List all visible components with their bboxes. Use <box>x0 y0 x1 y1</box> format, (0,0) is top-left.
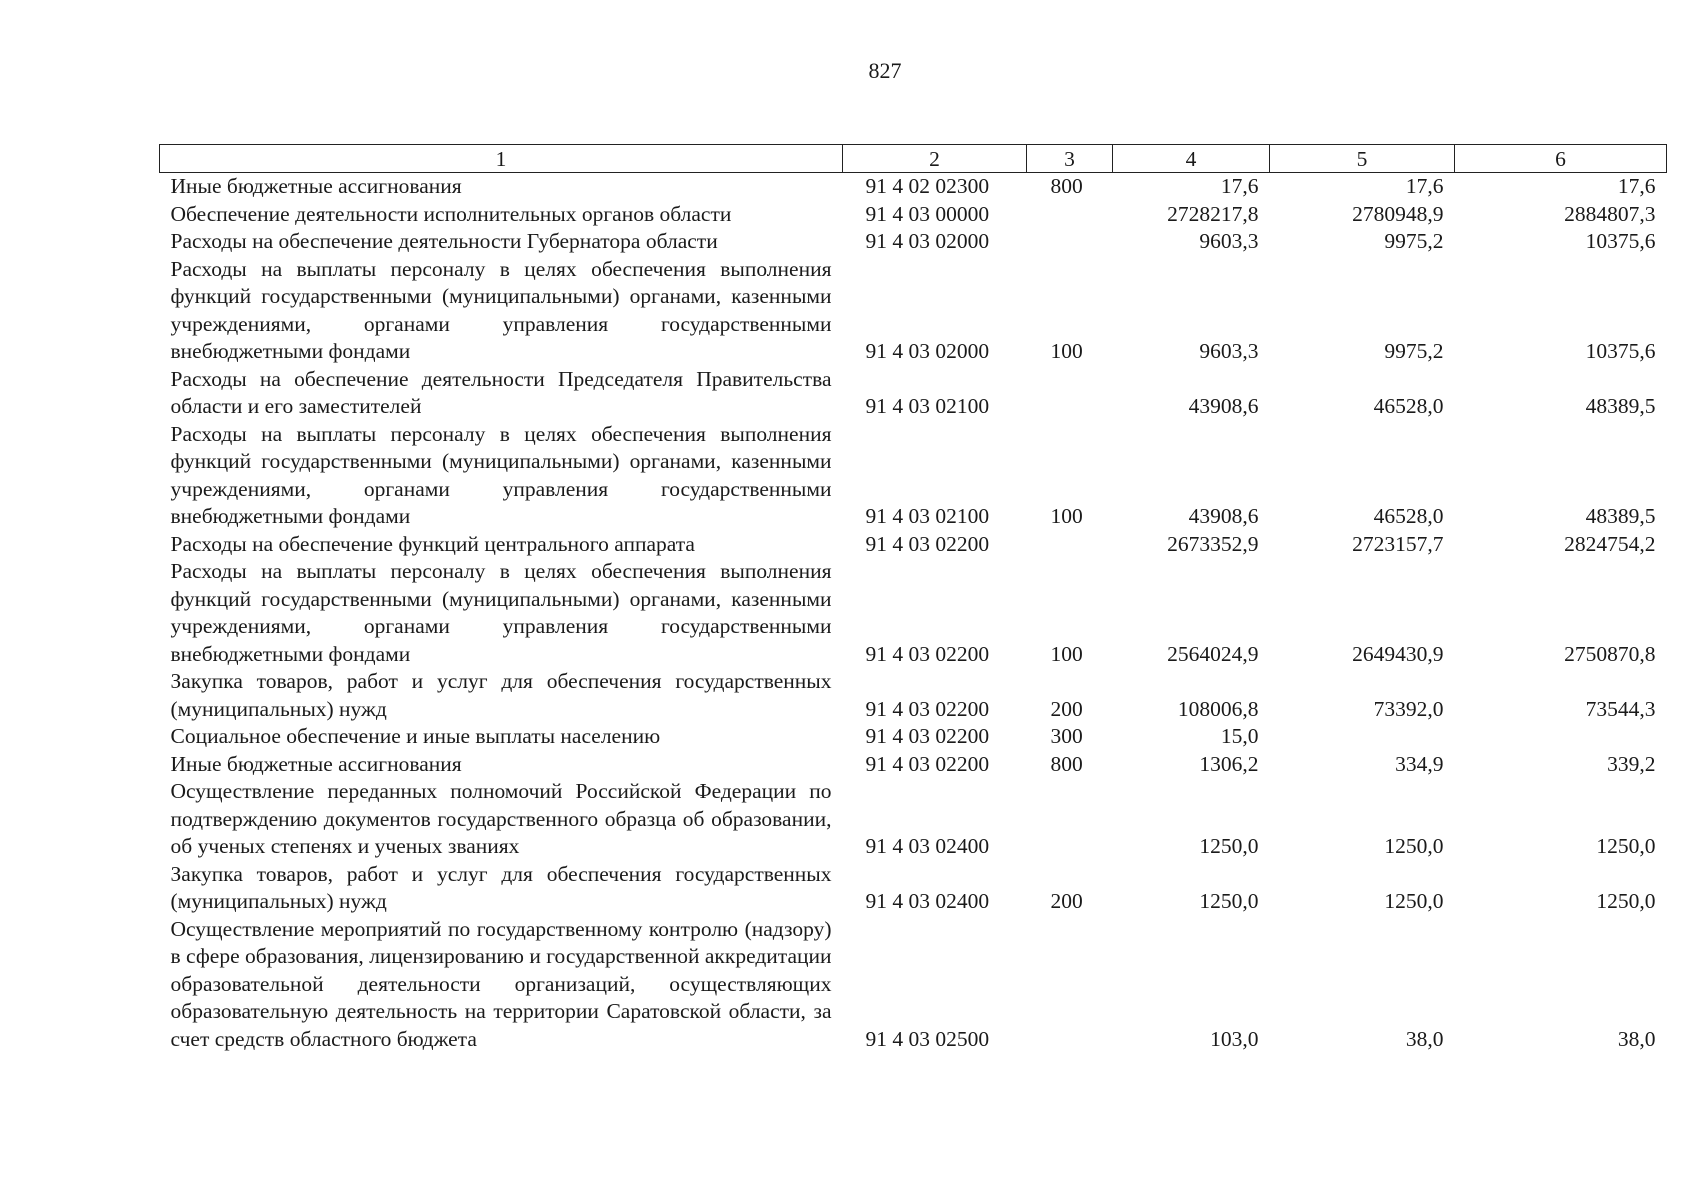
table-row <box>160 916 1667 1054</box>
row-value-4: 9603,3 <box>1199 339 1259 363</box>
row-type <box>1027 916 1113 1054</box>
row-value-5: 38,0 <box>1405 1026 1444 1051</box>
row-value-6: 1250,0 <box>1596 889 1656 913</box>
column-header-6: 6 <box>1455 145 1667 173</box>
table-row <box>160 421 1667 531</box>
table-row <box>160 723 1667 751</box>
row-value-6: 10375,6 <box>1585 229 1656 253</box>
row-type: 800 <box>1050 751 1083 776</box>
row-type <box>1027 531 1113 559</box>
row-name: Обеспечение деятельности исполнительных органов области <box>170 201 732 226</box>
row-name: Осуществление переданных полномочий Российской Федерации по подтверждению документов государственного образца об образовании, об ученых степенях и ученых званиях <box>170 779 832 858</box>
row-code: 91 4 03 02200 <box>865 641 990 666</box>
table-row <box>160 668 1667 723</box>
row-value-5: 1250,0 <box>1384 834 1444 858</box>
table-row <box>160 751 1667 779</box>
row-value-4: 1250,0 <box>1199 834 1259 858</box>
row-value-5: 9975,2 <box>1384 229 1444 253</box>
column-header-5: 5 <box>1270 145 1455 173</box>
row-code: 91 4 03 02200 <box>865 751 990 776</box>
table-row <box>160 173 1667 201</box>
page-number: 827 <box>868 58 902 83</box>
row-code: 91 4 03 02200 <box>865 696 990 721</box>
row-value-6: 48389,5 <box>1585 504 1656 528</box>
row-name: Осуществление мероприятий по государственному контролю (надзору) в сфере образования, лицензированию и государственной аккредитации образовательной деятельности организаций, осуществляющих образовательную деятельность на территории Саратовской области, за счет средств областного бюджета <box>170 916 832 1051</box>
row-type <box>1027 778 1113 861</box>
row-value-6: 1250,0 <box>1596 834 1656 858</box>
table-row <box>160 558 1667 668</box>
row-value-4: 103,0 <box>1210 1026 1259 1051</box>
row-name: Расходы на выплаты персоналу в целях обеспечения выполнения функций государственными (муниципальными) органами, казенными учреждениями, органами управления государственными внебюджетными фондами <box>170 421 832 528</box>
row-value-6: 10375,6 <box>1585 339 1656 363</box>
row-name: Закупка товаров, работ и услуг для обеспечения государственных (муниципальных) нужд <box>170 861 832 913</box>
row-value-6: 339,2 <box>1607 751 1656 776</box>
row-type: 300 <box>1050 724 1083 748</box>
row-value-4: 1250,0 <box>1199 889 1259 913</box>
row-value-6: 2884807,3 <box>1564 201 1656 226</box>
row-name: Расходы на выплаты персоналу в целях обеспечения выполнения функций государственными (муниципальными) органами, казенными учреждениями, органами управления государственными внебюджетными фондами <box>170 559 832 666</box>
row-code: 91 4 03 02400 <box>865 889 990 913</box>
row-name: Расходы на обеспечение функций центрального аппарата <box>170 531 695 556</box>
row-value-4: 1306,2 <box>1199 751 1259 776</box>
row-name: Расходы на выплаты персоналу в целях обеспечения выполнения функций государственными (муниципальными) органами, казенными учреждениями, органами управления государственными внебюджетными фондами <box>170 256 832 363</box>
row-name: Расходы на обеспечение деятельности Губернатора области <box>170 229 718 253</box>
row-type: 200 <box>1050 696 1083 721</box>
row-value-4: 15,0 <box>1220 724 1259 748</box>
row-code: 91 4 03 02000 <box>865 339 990 363</box>
row-value-4: 9603,3 <box>1199 229 1259 253</box>
row-value-4: 43908,6 <box>1188 394 1259 418</box>
column-header-4: 4 <box>1113 145 1270 173</box>
column-header-2: 2 <box>843 145 1027 173</box>
row-value-5: 2723157,7 <box>1352 531 1444 556</box>
row-code: 91 4 03 02200 <box>865 724 990 748</box>
row-value-5: 334,9 <box>1395 751 1444 776</box>
row-type: 100 <box>1050 339 1083 363</box>
row-value-6 <box>1455 723 1667 751</box>
row-value-5: 73392,0 <box>1373 696 1444 721</box>
row-value-5: 46528,0 <box>1373 504 1444 528</box>
row-value-5: 17,6 <box>1405 174 1444 198</box>
row-code: 91 4 03 02500 <box>865 1026 990 1051</box>
row-value-5: 2649430,9 <box>1352 641 1444 666</box>
row-code: 91 4 03 02400 <box>865 834 990 858</box>
row-code: 91 4 03 02100 <box>865 394 990 418</box>
table-row <box>160 366 1667 421</box>
table-row <box>160 778 1667 861</box>
column-header-1: 1 <box>160 145 843 173</box>
row-code: 91 4 03 02100 <box>865 504 990 528</box>
row-value-4: 2673352,9 <box>1167 531 1259 556</box>
row-type <box>1027 366 1113 421</box>
table-row <box>160 861 1667 916</box>
table-body <box>160 173 1667 1054</box>
table-row <box>160 256 1667 366</box>
row-value-6: 38,0 <box>1617 1026 1656 1051</box>
row-type: 100 <box>1050 641 1083 666</box>
row-type: 100 <box>1050 504 1083 528</box>
row-value-4: 43908,6 <box>1188 504 1259 528</box>
row-value-6: 73544,3 <box>1585 696 1656 721</box>
row-code: 91 4 03 02200 <box>865 531 990 556</box>
row-name: Иные бюджетные ассигнования <box>170 174 462 198</box>
row-code: 91 4 03 02000 <box>865 229 990 253</box>
column-header-3: 3 <box>1027 145 1113 173</box>
row-value-5: 9975,2 <box>1384 339 1444 363</box>
row-value-5 <box>1270 723 1455 751</box>
row-type <box>1027 201 1113 229</box>
row-type: 800 <box>1050 174 1083 198</box>
row-value-4: 108006,8 <box>1177 696 1259 721</box>
row-value-6: 2824754,2 <box>1564 531 1656 556</box>
row-value-5: 2780948,9 <box>1352 201 1444 226</box>
row-value-5: 1250,0 <box>1384 889 1444 913</box>
row-type: 200 <box>1050 889 1083 913</box>
row-name: Социальное обеспечение и иные выплаты населению <box>170 724 661 748</box>
row-value-5: 46528,0 <box>1373 394 1444 418</box>
row-code: 91 4 03 00000 <box>865 201 990 226</box>
row-name: Закупка товаров, работ и услуг для обеспечения государственных (муниципальных) нужд <box>170 669 832 721</box>
header-row <box>160 145 1667 173</box>
row-name: Иные бюджетные ассигнования <box>170 751 462 776</box>
table-row <box>160 201 1667 229</box>
row-type <box>1027 228 1113 256</box>
row-value-4: 17,6 <box>1220 174 1259 198</box>
table-header <box>160 145 1667 173</box>
budget-table <box>159 144 1667 1053</box>
row-value-6: 17,6 <box>1617 174 1656 198</box>
row-name: Расходы на обеспечение деятельности Председателя Правительства области и его заместителей <box>170 366 832 418</box>
row-value-6: 2750870,8 <box>1564 641 1656 666</box>
row-code: 91 4 02 02300 <box>865 174 990 198</box>
row-value-4: 2728217,8 <box>1167 201 1259 226</box>
table-row <box>160 531 1667 559</box>
row-value-4: 2564024,9 <box>1167 641 1259 666</box>
row-value-6: 48389,5 <box>1585 394 1656 418</box>
table-row <box>160 228 1667 256</box>
